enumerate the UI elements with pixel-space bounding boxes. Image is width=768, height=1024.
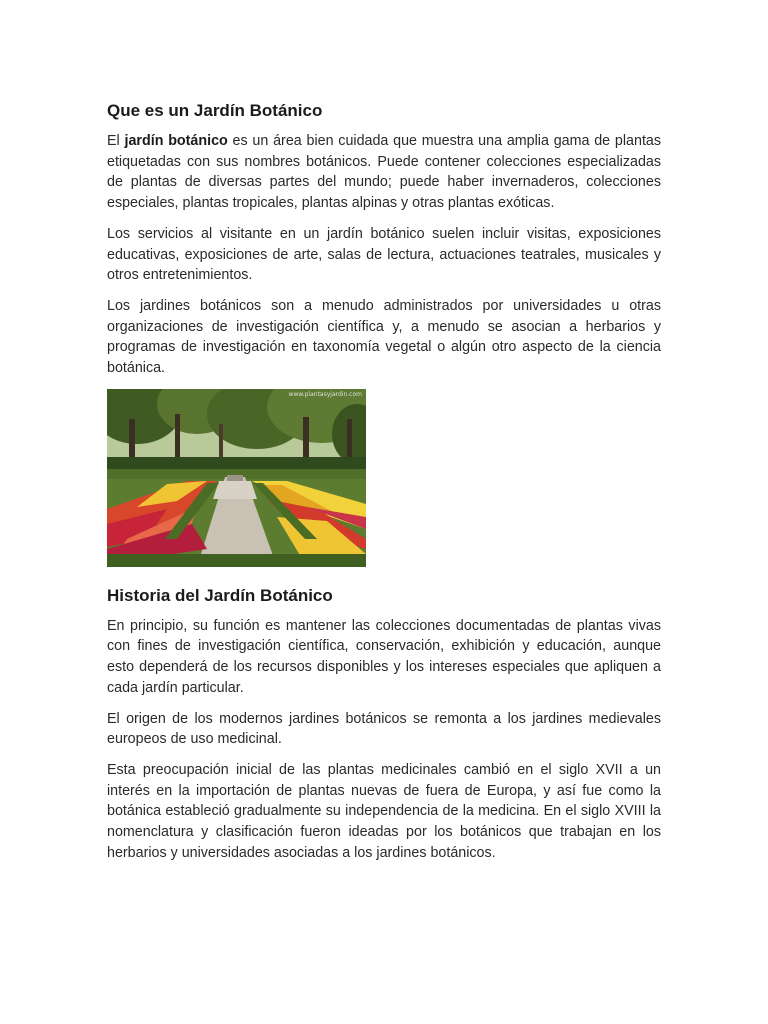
section-title-historia: Historia del Jardín Botánico [107, 585, 333, 605]
definition-lead: El [107, 133, 125, 149]
paragraph-evolution: Esta preocupación inicial de las plantas medicinales cambió en el siglo XVII a un interés en la importación de plantas nuevas de fuera de Europa, y así fue como la botánica estableció gradualmente su independencia de la medicina. En el siglo XVIII la nomenclatura y clasificación fueron ideadas por los botánicos que trabajan en los herbarios y universidades asociadas a los jardines botánicos. [107, 761, 661, 861]
section-title-que-es: Que es un Jardín Botánico [107, 101, 323, 120]
paragraph-services: Los servicios al visitante en un jardín botánico suelen incluir visitas, exposiciones educativas, exposiciones de arte, salas de lectura, actuaciones teatrales, musicales y otros entretenimientos. [107, 225, 661, 284]
garden-photo [107, 389, 366, 567]
paragraph-definition [107, 131, 661, 214]
paragraph-origin: El origen de los modernos jardines botánicos se remonta a los jardines medievales europeos de uso medicinal. [107, 710, 661, 748]
definition-term: jardín botánico [124, 133, 228, 149]
photo-watermark: www.plantasyjardin.com [288, 390, 362, 398]
paragraph-administration: Los jardines botánicos son a menudo administrados por universidades u otras organizaciones de investigación científica y, a menudo se asocian a herbarios y programas de investigación en taxonomía vegetal o algún otro aspecto de la ciencia botánica. [107, 297, 661, 377]
paragraph-function: En principio, su función es mantener las colecciones documentadas de plantas vivas con fines de investigación científica, conservación, exhibición y educación, aunque esto dependerá de los recursos disponibles y los intereses especiales que apliquen a cada jardín particular. [107, 617, 661, 696]
definition-body: es un área bien cuidada que muestra una amplia gama de plantas etiquetadas con sus nombres botánicos. Puede contener colecciones especializadas de plantas de diversas partes del mundo; puede haber invernaderos, colecciones especiales, plantas tropicales, plantas alpinas y otras plantas exóticas. [107, 133, 662, 212]
garden-illustration [107, 389, 366, 567]
